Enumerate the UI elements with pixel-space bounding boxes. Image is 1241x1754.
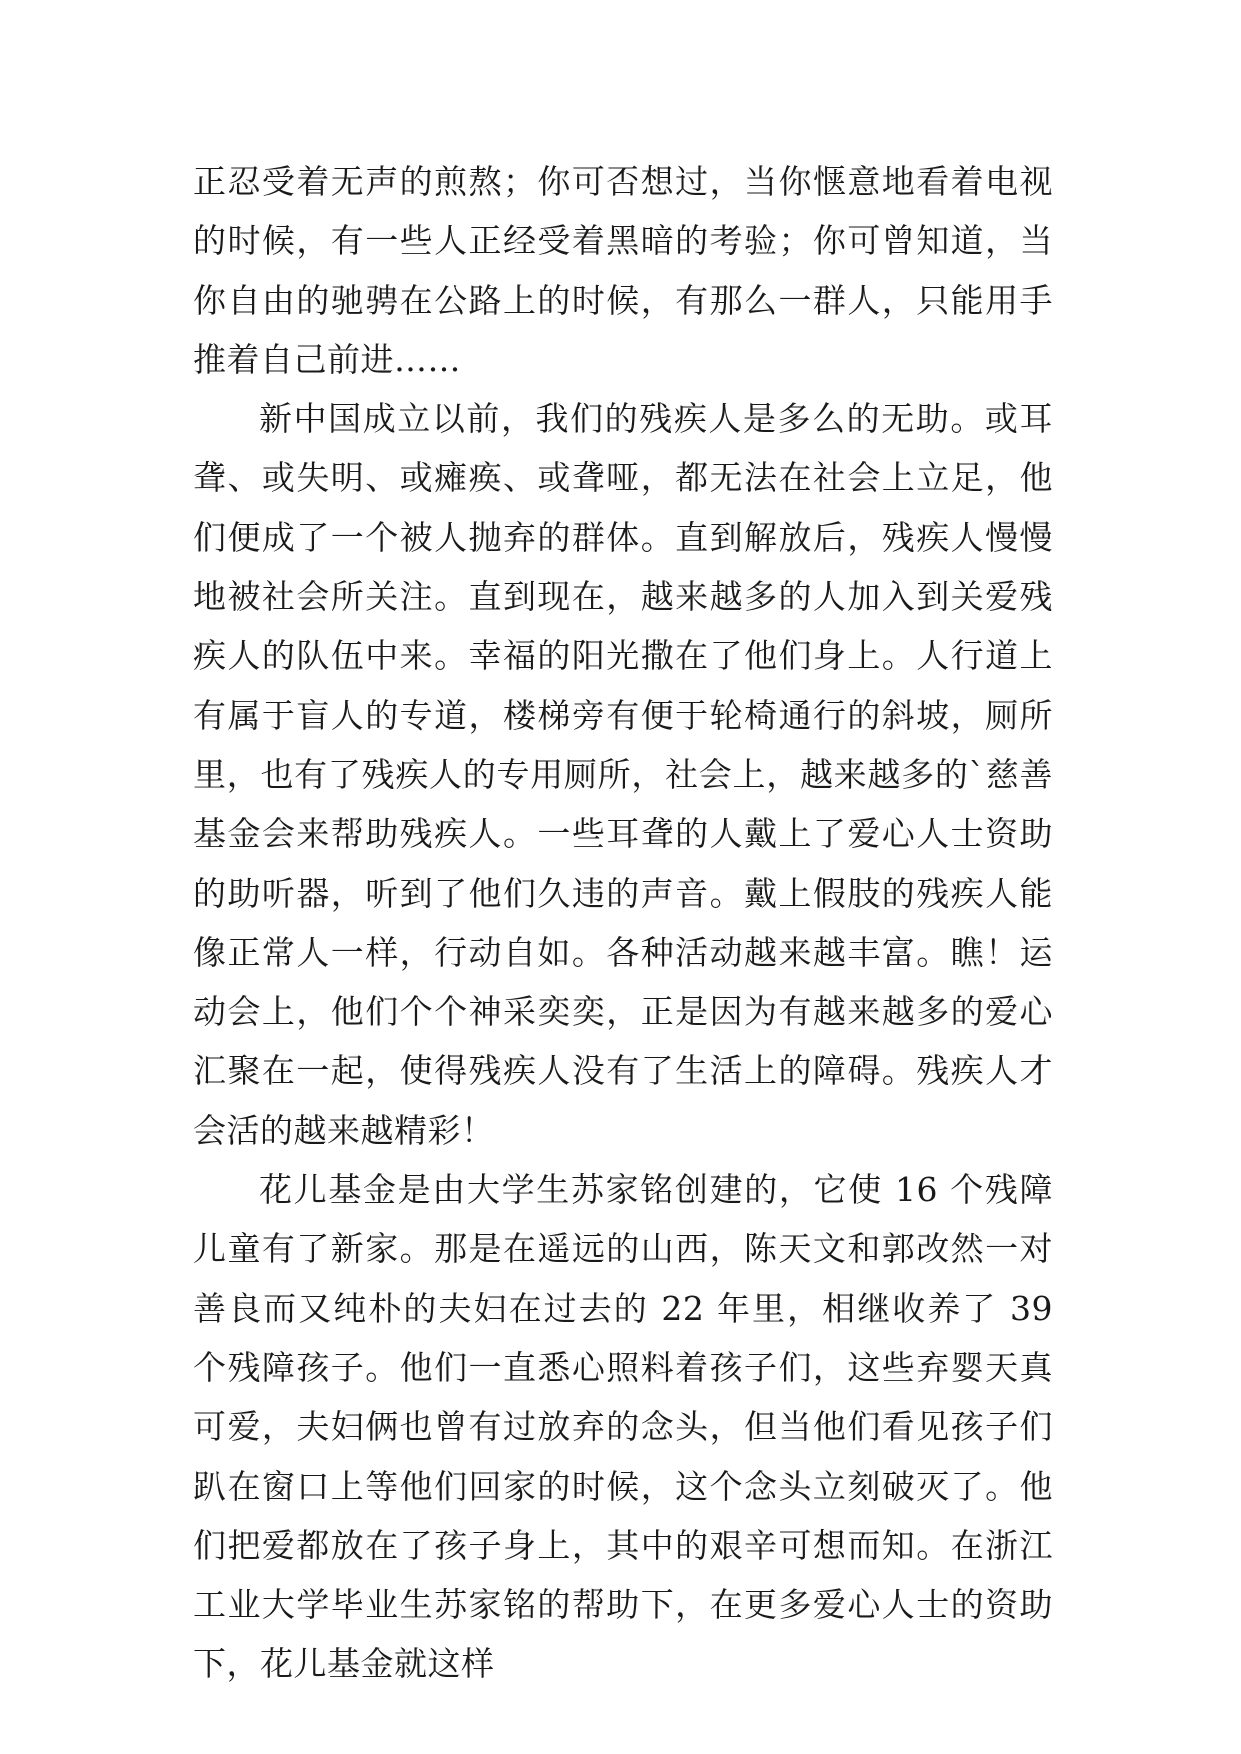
document-body xyxy=(193,152,1053,1694)
paragraph-3: 花儿基金是由大学生苏家铭创建的，它使 16 个残障儿童有了新家。那是在遥远的山西，陈天文和郭改然一对善良而又纯朴的夫妇在过去的 22 年里，相继收养了 39 个残障孩子。他们一直悉心照料着孩子们，这些弃婴天真可爱，夫妇俩也曾有过放弃的念头，但当他们看见孩子们趴在窗口上等他们回家的时候，这个念头立刻破灭了。他们把爱都放在了孩子身上，其中的艰辛可想而知。在浙江工业大学毕业生苏家铭的帮助下，在更多爱心人士的资助下，花儿基金就这样 xyxy=(193,1170,1053,1684)
paragraph-1: 正忍受着无声的煎熬；你可否想过，当你惬意地看着电视的时候，有一些人正经受着黑暗的考验；你可曾知道，当你自由的驰骋在公路上的时候，有那么一群人，只能用手推着自己前进…… xyxy=(193,162,1053,379)
paragraph-2: 新中国成立以前，我们的残疾人是多么的无助。或耳聋、或失明、或瘫痪、或聋哑，都无法在社会上立足，他们便成了一个被人抛弃的群体。直到解放后，残疾人慢慢地被社会所关注。直到现在，越来越多的人加入到关爱残疾人的队伍中来。幸福的阳光撒在了他们身上。人行道上有属于盲人的专道，楼梯旁有便于轮椅通行的斜坡，厕所里，也有了残疾人的专用厕所，社会上，越来越多的`慈善基金会来帮助残疾人。一些耳聋的人戴上了爱心人士资助的助听器，听到了他们久违的声音。戴上假肢的残疾人能像正常人一样，行动自如。各种活动越来越丰富。瞧！运动会上，他们个个神采奕奕，正是因为有越来越多的爱心汇聚在一起，使得残疾人没有了生活上的障碍。残疾人才会活的越来越精彩！ xyxy=(193,399,1053,1150)
